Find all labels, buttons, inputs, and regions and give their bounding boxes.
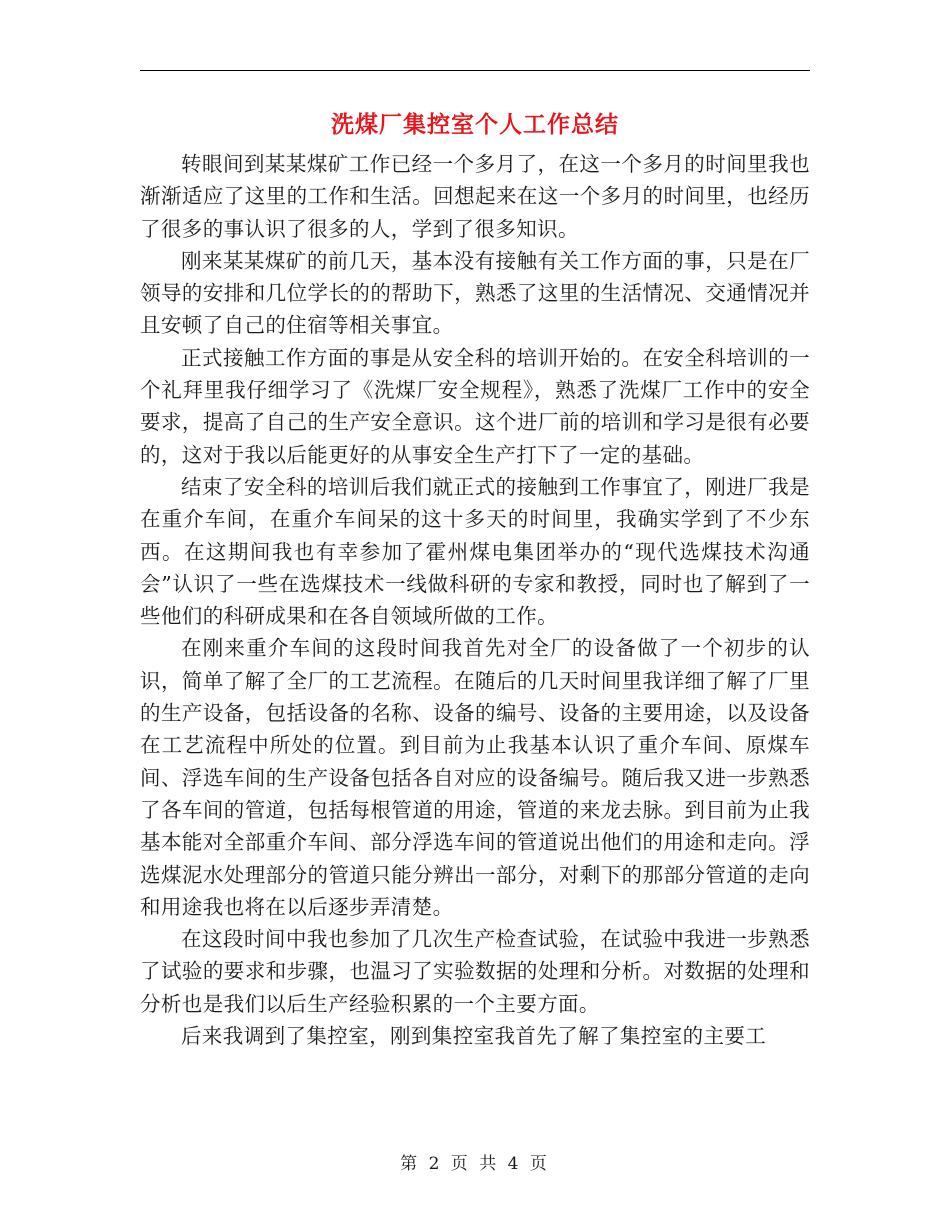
paragraph-1: 转眼间到某某煤矿工作已经一个多月了，在这一个多月的时间里我也渐渐适应了这里的工作和生活。回想起来在这一个多月的时间里，也经历了很多的事认识了很多的人，学到了很多知识。 xyxy=(140,152,810,241)
document-title: 洗煤厂集控室个人工作总结 xyxy=(331,112,619,138)
paragraph-7: 后来我调到了集控室，刚到集控室我首先了解了集控室的主要工 xyxy=(181,1024,767,1049)
paragraph-2: 刚来某某煤矿的前几天，基本没有接触有关工作方面的事，只是在厂领导的安排和几位学长的的帮助下，熟悉了这里的生活情况、交通情况并且安顿了自己的住宿等相关事宜。 xyxy=(140,248,810,338)
page-number-footer: 第 2 页 共 4 页 xyxy=(400,1154,550,1174)
paragraph-5: 在刚来重介车间的这段时间我首先对全厂的设备做了一个初步的认识，简单了解了全厂的工艺流程。在随后的几天时间里我详细了解了厂里的生产设备，包括设备的名称、设备的编号、设备的主要用途，以及设备在工艺流程中所处的位置。到目前为止我基本认识了重介车间、原煤车间、浮选车间的生产设备包括各自对应的设备编号。随后我又进一步熟悉了各车间的管道，包括每根管道的用途，管道的来龙去脉。到目前为止我基本能对全部重介车间、部分浮选车间的管道说出他们的用途和走向。浮选煤泥水处理部分的管道只能分辨出一部分，对剩下的那部分管道的走向和用途我也将在以后逐步弄清楚。 xyxy=(140,636,810,919)
header-rule xyxy=(140,70,810,71)
paragraph-3: 正式接触工作方面的事是从安全科的培训开始的。在安全科培训的一个礼拜里我仔细学习了《洗煤厂安全规程》，熟悉了洗煤厂工作中的安全要求，提高了自己的生产安全意识。这个进厂前的培训和学习是很有必要的，这对于我以后能更好的从事安全生产打下了一定的基础。 xyxy=(140,345,810,467)
paragraph-4: 结束了安全科的培训后我们就正式的接触到工作事宜了，刚进厂我是在重介车间，在重介车间呆的这十多天的时间里，我确实学到了不少东西。在这期间我也有幸参加了霍州煤电集团举办的“现代选煤技术沟通会”认识了一些在选煤技术一线做科研的专家和教授，同时也了解到了一些他们的科研成果和在各自领域所做的工作。 xyxy=(140,474,810,629)
document-body xyxy=(140,148,810,1052)
paragraph-6: 在这段时间中我也参加了几次生产检查试验，在试验中我进一步熟悉了试验的要求和步骤，也温习了实验数据的处理和分析。对数据的处理和分析也是我们以后生产经验积累的一个主要方面。 xyxy=(140,927,810,1016)
